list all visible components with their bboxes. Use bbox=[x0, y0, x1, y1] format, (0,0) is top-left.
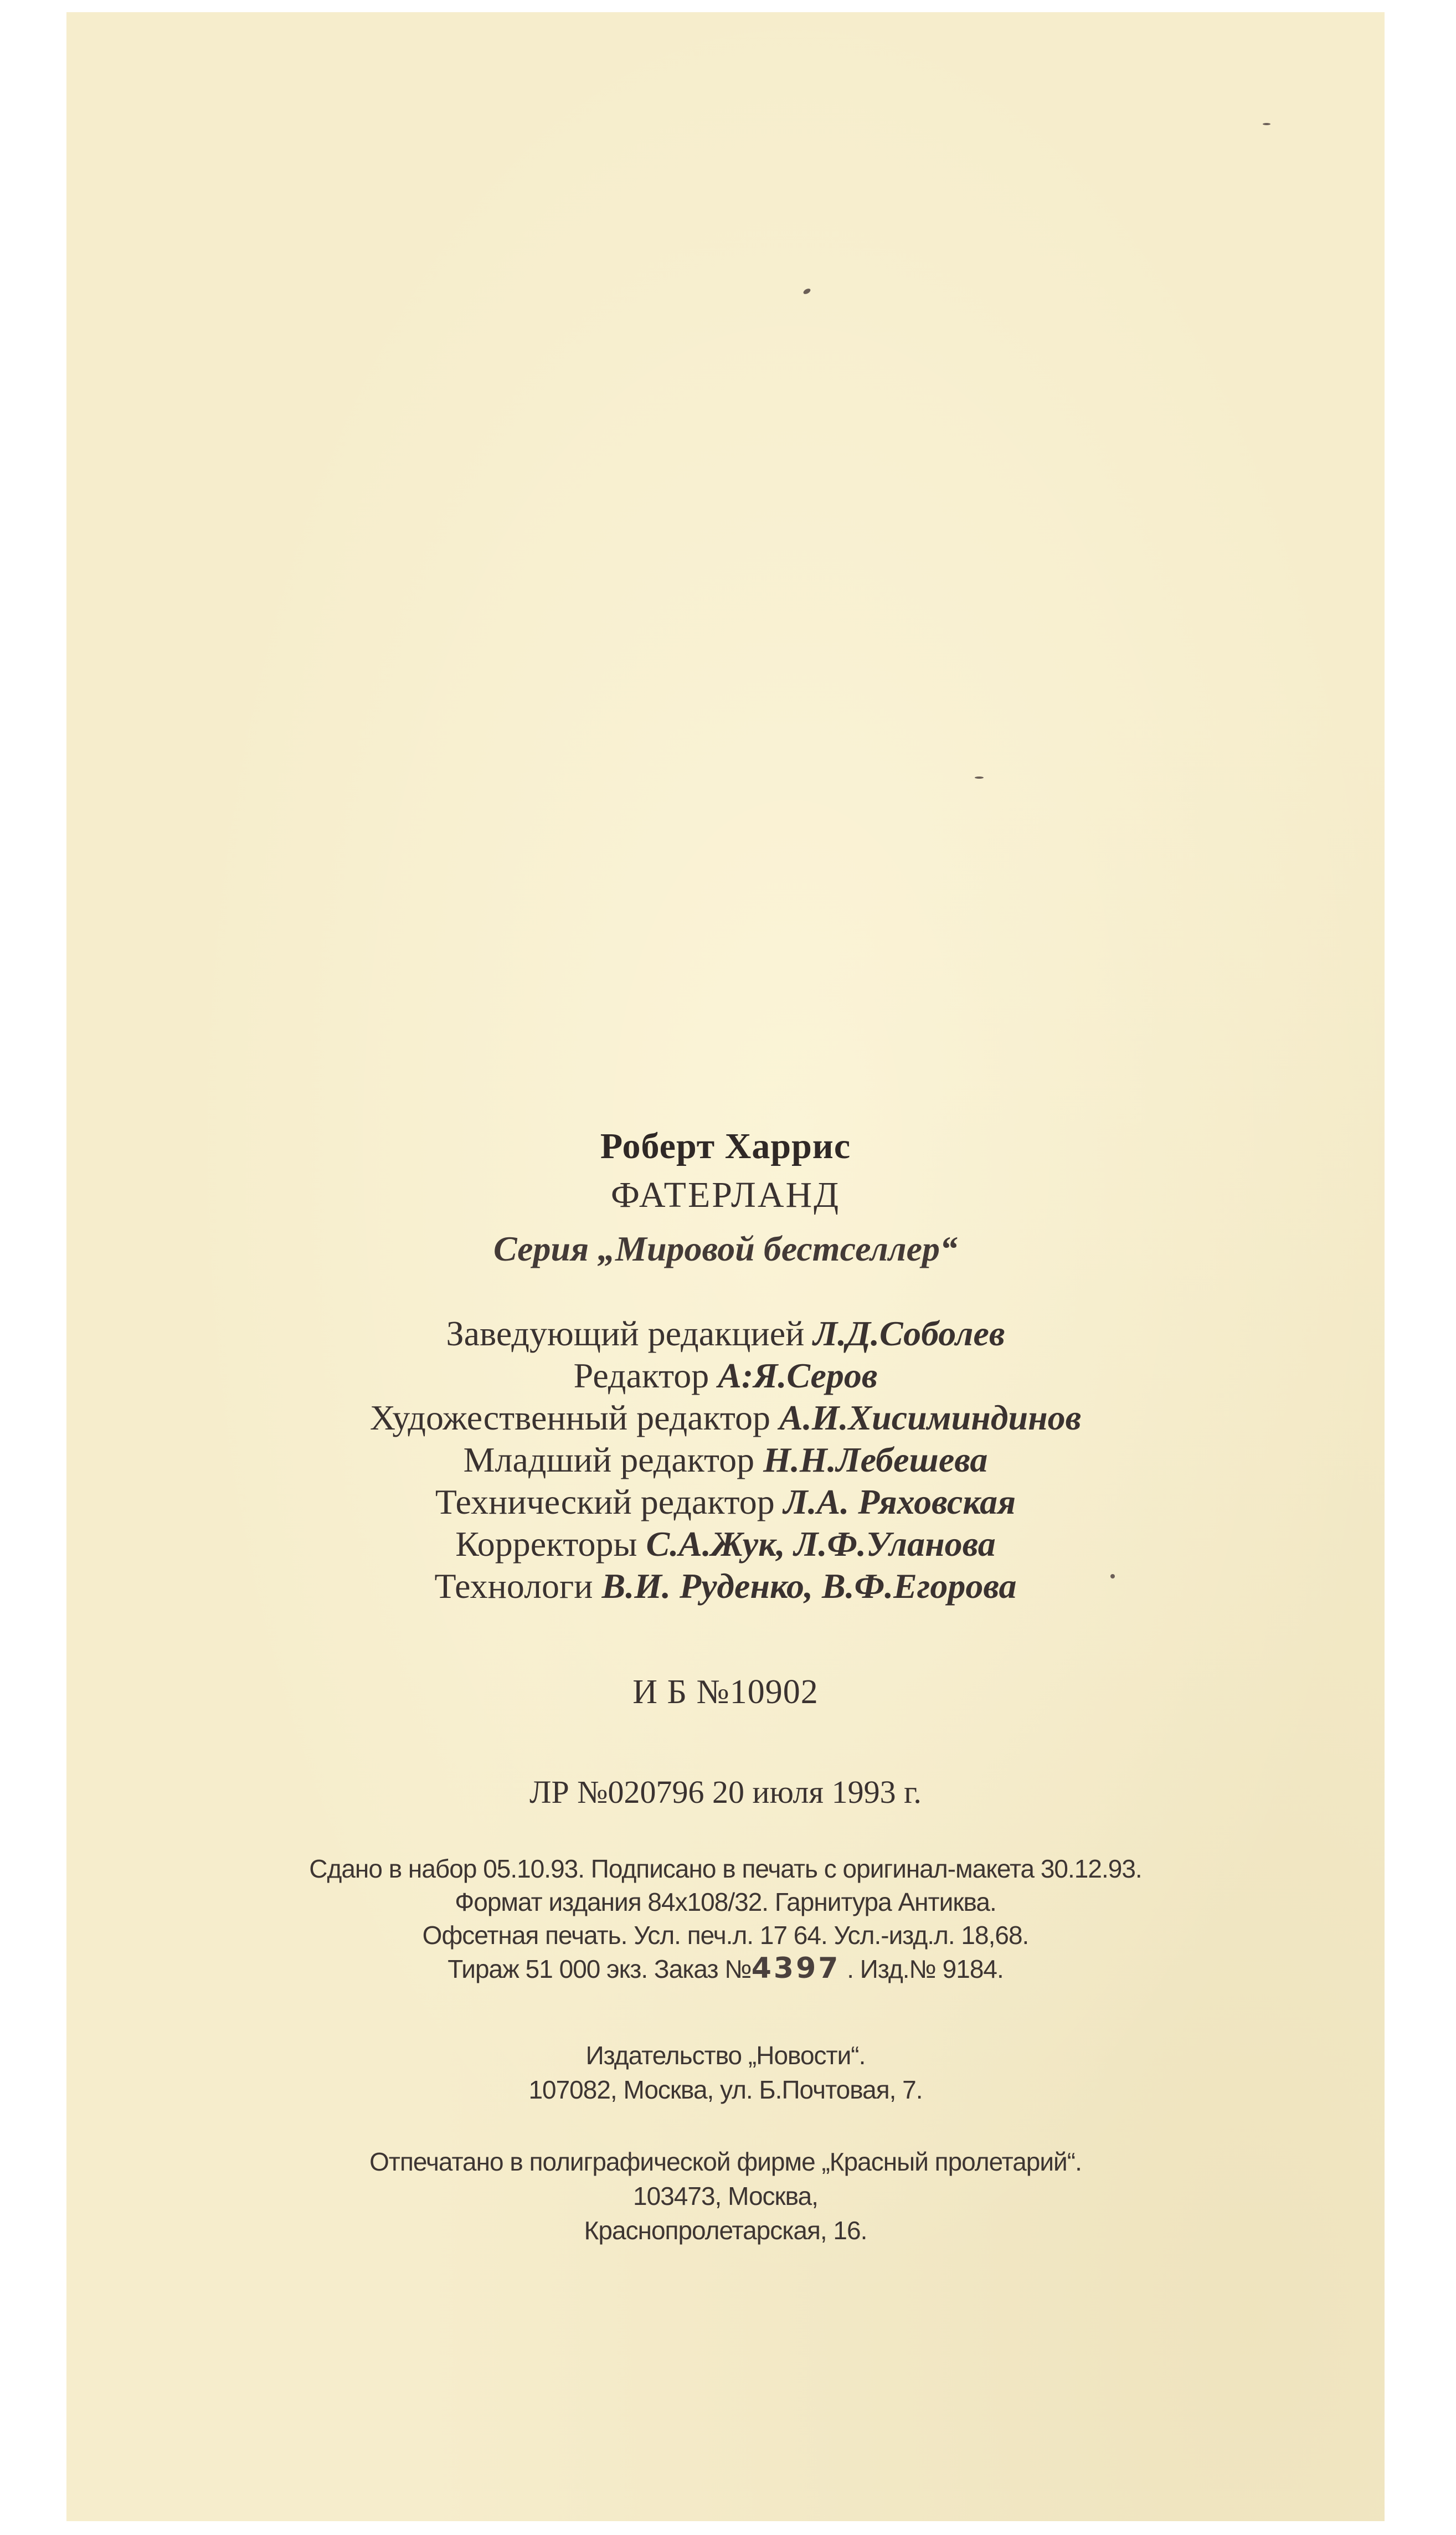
book-page bbox=[66, 12, 1385, 2521]
credit-line bbox=[66, 1565, 1385, 1607]
credit-name: В.И. Руденко, В.Ф.Егорова bbox=[601, 1566, 1017, 1606]
credit-role: Редактор bbox=[573, 1356, 709, 1395]
order-number-handwritten: 4397 bbox=[751, 1952, 841, 1985]
credit-role: Технический редактор bbox=[435, 1482, 775, 1521]
credit-role: Младший редактор bbox=[463, 1440, 755, 1479]
publisher-address: 107082, Москва, ул. Б.Почтовая, 7. bbox=[528, 2075, 923, 2104]
printer-info bbox=[66, 2145, 1385, 2248]
credits-list bbox=[66, 1313, 1385, 1607]
imprint-line: Формат издания 84х108/32. Гарнитура Антиква. bbox=[455, 1888, 996, 1916]
credit-role: Технологи bbox=[434, 1566, 593, 1606]
credit-name: С.А.Жук, Л.Ф.Уланова bbox=[646, 1524, 996, 1564]
credit-name: А.И.Хисиминдинов bbox=[779, 1398, 1082, 1437]
license-number: ЛР №020796 20 июля 1993 г. bbox=[529, 1774, 922, 1810]
ink-speck bbox=[1263, 123, 1270, 125]
printer-line: Краснопролетарская, 16. bbox=[584, 2216, 867, 2245]
credit-line bbox=[66, 1355, 1385, 1397]
credit-role: Корректоры bbox=[455, 1524, 637, 1564]
credit-role: Художественный редактор bbox=[369, 1398, 770, 1437]
edition-number: . Изд.№ 9184. bbox=[847, 1955, 1004, 1983]
credit-name: Л.Д.Соболев bbox=[813, 1314, 1005, 1353]
ink-speck bbox=[802, 287, 811, 295]
credit-line bbox=[66, 1313, 1385, 1355]
author-name: Роберт Харрис bbox=[600, 1126, 851, 1166]
publisher-name: Издательство „Новости“. bbox=[585, 2041, 866, 2070]
print-run-label: Тираж 51 000 экз. Заказ № bbox=[447, 1955, 752, 1983]
printer-line: 103473, Москва, bbox=[633, 2182, 818, 2210]
credit-name: А:Я.Серов bbox=[718, 1356, 878, 1395]
publisher-info bbox=[66, 2038, 1385, 2107]
ib-number: И Б №10902 bbox=[632, 1673, 819, 1711]
imprint-details bbox=[66, 1852, 1385, 1986]
credit-name: Н.Н.Лебешева bbox=[763, 1440, 988, 1479]
credit-name: Л.А. Ряховская bbox=[783, 1482, 1016, 1521]
credit-line bbox=[66, 1481, 1385, 1523]
imprint-line bbox=[66, 1952, 1385, 1986]
series-title: Серия „Мировой бестселлер“ bbox=[493, 1229, 958, 1268]
credit-line bbox=[66, 1523, 1385, 1565]
imprint-line: Сдано в набор 05.10.93. Подписано в печать с оригинал-макета 30.12.93. bbox=[309, 1854, 1142, 1883]
credit-line bbox=[66, 1397, 1385, 1439]
credit-role: Заведующий редакцией bbox=[446, 1314, 805, 1353]
book-title: ФАТЕРЛАНД bbox=[610, 1175, 841, 1215]
credit-line bbox=[66, 1439, 1385, 1481]
ink-speck bbox=[975, 777, 984, 779]
imprint-line: Офсетная печать. Усл. печ.л. 17 64. Усл.-изд.л. 18,68. bbox=[422, 1921, 1029, 1950]
printer-line: Отпечатано в полиграфической фирме „Красный пролетарий“. bbox=[369, 2147, 1082, 2176]
